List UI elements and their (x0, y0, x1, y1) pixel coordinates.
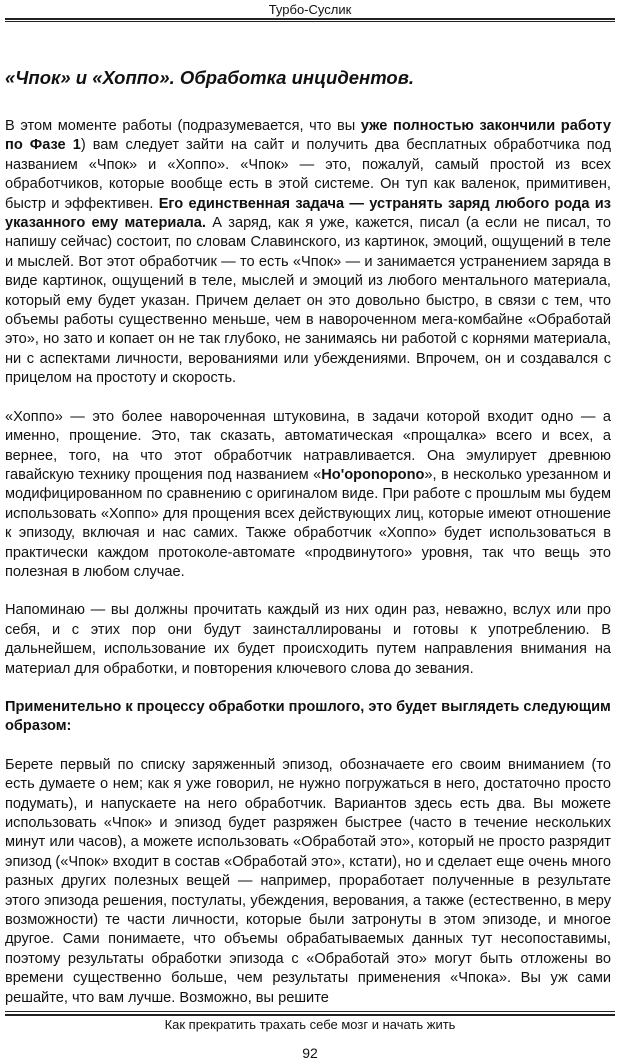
chapter-title: «Чпок» и «Хоппо». Обработка инцидентов. (5, 67, 415, 88)
paragraph-text: ) вам следует зайти на сайт и получить два бесплатных обработчика под названием «Чпок» и «Хоппо». «Чпок» — это, пожалуй, самый простой из всех обработчиков, которые вообще есть в этой системе. Он туп как валенок, примитивен, быстр и эффективен. (5, 137, 611, 212)
emphasis-text: Ho'oponopono (321, 466, 425, 483)
emphasis-text: уже полностью закончили работу по Фазе 1 (5, 118, 612, 154)
paragraph-text: А заряд, как я уже, кажется, писал (а если не писал, то напишу сейчас) состоит, по словам Славинского, из картинок, эмоций, ощущений в теле и мыслей. Вот этот обработчик — то есть «Чпок» — и занимается устранением заряда в виде картинок, ощущений в теле, мыслей и эмоций из любого ментального материала, который ему будет указан. Причем делает он это довольно быстро, в связи с тем, что объемы работы существенно меньше, чем в навороченном мега-комбайне «Обработай это», но зато и копает он не так глубоко, не занимаясь ни работой с корнями материала, ни с аспектами личности, верованиями или убеждениями. Впрочем, он и создавался с прицелом на простоту и скорость. (5, 215, 611, 387)
paragraph-subheading: Применительно к процессу обработки прошлого, это будет выглядеть следующим образом: (5, 698, 611, 735)
paragraph-text: «Хоппо» — это более навороченная штуковина, в задачи которой входит одно — а именно, прощение. Это, так сказать, автоматическая «прощалка» всего и всех, а вернее, того, на что этот обработчик натравливается. Она эмулирует древнюю гавайскую технику прощения под названием « (5, 408, 611, 483)
page-content (5, 66, 611, 1008)
header-rule-thick (5, 18, 615, 20)
footer-rule-thick (5, 1014, 615, 1016)
paragraph-text: В этом моменте работы (подразумевается, что вы (5, 118, 361, 134)
paragraph-procedure: Берете первый по списку заряженный эпизод, обозначаете его своим вниманием (то есть думаете о нем; как я уже говорил, не нужно погружаться в него, достаточно просто подумать), и напускаете на него обработчик. Вариантов здесь есть два. Вы можете использовать «Чпок» и эпизод будет разряжен быстрее (часто в течение нескольких минут или часов), а можете использовать «Обработай это», который не просто разрядит эпизод («Чпок» входит в состав «Обработай это», кстати), но и сделает еще очень много разных других полезных вещей — например, проработает полученные в результате этого эпизода решения, постулаты, убеждения, верования, а также (естественно, в меру возможности) те части личности, которые были затронуты в этом эпизоде, и многое другое. Сами понимаете, что объемы обрабатываемых данных тут несопоставимы, поэтому результаты обработки эпизода с «Обработай это» могут быть отложены во времени существенно больше, чем результаты применения «Чпока». Вы уж сами решайте, что вам лучше. Возможно, вы решите (5, 756, 611, 1006)
footer-rule-thin (5, 1011, 615, 1012)
paragraph-reminder: Напоминаю — вы должны прочитать каждый из них один раз, неважно, вслух или про себя, и с этих пор они будут заинсталлированы и готовы к употреблению. В дальнейшем, использование их будет происходить путем направления внимания на материал для обработки, и повторения ключевого слова до зевания. (5, 602, 611, 677)
page-header (0, 0, 620, 22)
emphasis-text: Его единственная задача — устранять заряд любого рода из указанного ему материала. (5, 195, 612, 232)
running-footer: Как прекратить трахать себе мозг и начать жить (164, 1017, 456, 1032)
running-header: Турбо-Суслик (268, 2, 352, 17)
paragraph-hoppo (5, 408, 611, 583)
paragraph-text: », в несколько урезанном и модифицированном по сравнению с оригиналом виде. При работе с прошлым мы будем использовать «Хоппо» для прощения всех действующих лиц, которые имеют отношение к эпизоду, включая и нас самих. Также обработчик «Хоппо» будет использоваться в практически каждом протоколе-автомате «продвинутого» уровня, так что вещь это полезная в любом случае. (5, 466, 611, 580)
page-number: 92 (302, 1045, 318, 1061)
paragraph-intro (5, 117, 611, 389)
header-rule-thin (5, 21, 615, 22)
